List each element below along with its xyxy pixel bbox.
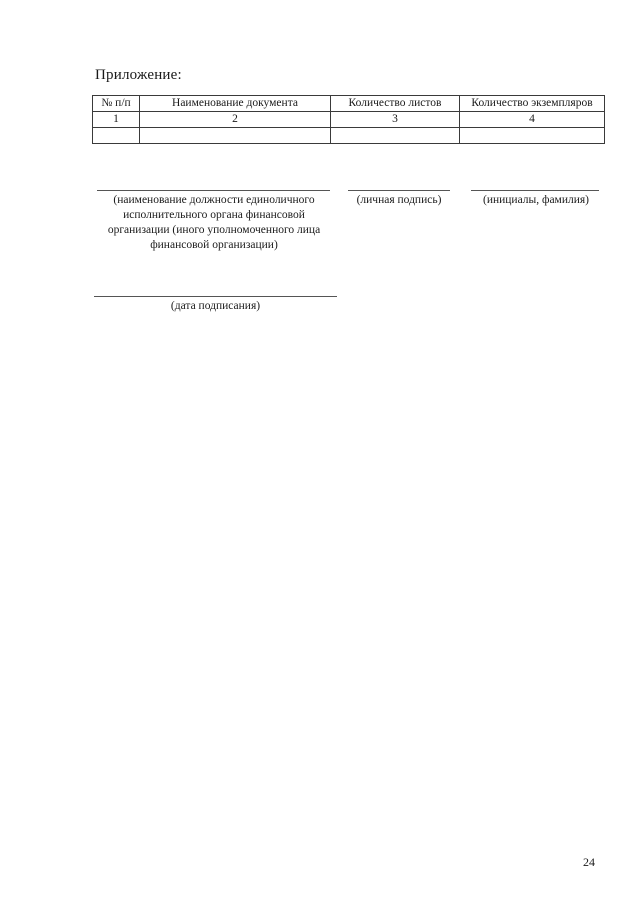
documents-table	[92, 95, 605, 144]
table-row	[93, 112, 605, 128]
table-cell: 2	[140, 112, 331, 128]
page-number: 24	[583, 855, 595, 869]
header-document-name: Наименование документа	[140, 96, 331, 112]
table-cell	[331, 128, 460, 144]
header-sheet-count: Количество листов	[331, 96, 460, 112]
table-cell	[140, 128, 331, 144]
header-copies-count: Количество экземпляров	[460, 96, 605, 112]
position-caption-line: (наименование должности единоличного	[113, 194, 315, 206]
table-row	[93, 128, 605, 144]
position-caption-line: исполнительного органа финансовой	[123, 209, 305, 221]
position-caption-line: финансовой организации)	[150, 239, 278, 251]
position-caption	[88, 193, 340, 253]
table-cell	[93, 128, 140, 144]
table-cell: 4	[460, 112, 605, 128]
date-caption: (дата подписания)	[170, 300, 261, 312]
date-signature-line	[94, 296, 337, 297]
table-cell: 1	[93, 112, 140, 128]
initials-signature-line	[471, 190, 599, 191]
table-cell: 3	[331, 112, 460, 128]
position-caption-line: организации (иного уполномоченного лица	[107, 224, 321, 236]
position-signature-line	[97, 190, 330, 191]
header-row-number: № п/п	[93, 96, 140, 112]
appendix-title: Приложение:	[95, 67, 182, 83]
table-header-row	[93, 96, 605, 112]
initials-caption: (инициалы, фамилия)	[482, 194, 590, 206]
personal-signature-caption: (личная подпись)	[356, 194, 442, 206]
table-cell	[460, 128, 605, 144]
personal-signature-line	[348, 190, 450, 191]
